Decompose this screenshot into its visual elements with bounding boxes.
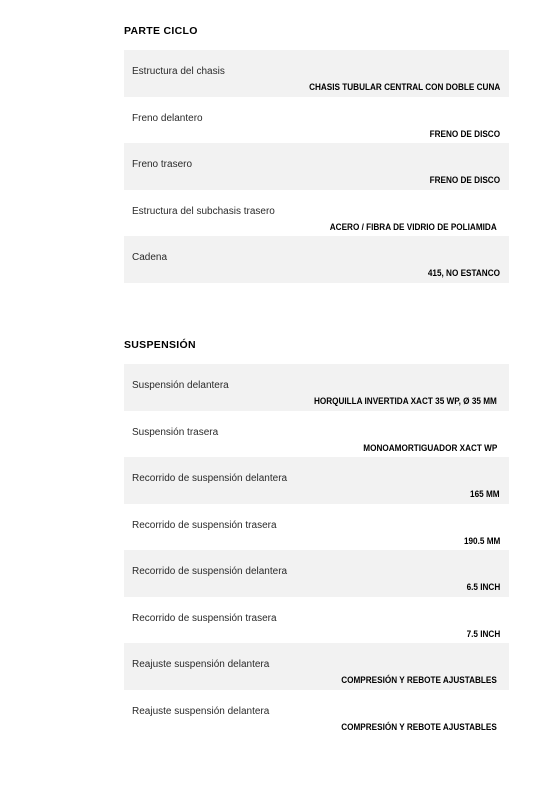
spec-label: Reajuste suspensión delantera [132, 659, 270, 670]
spec-label: Reajuste suspensión delantera [132, 705, 270, 717]
spec-label: Recorrido de suspensión delantera [132, 473, 288, 484]
spec-row [124, 143, 509, 190]
spec-label: Cadena [132, 252, 168, 263]
spec-label: Freno trasero [132, 159, 193, 170]
spec-label: Recorrido de suspensión delantera [132, 566, 288, 577]
spec-row [124, 504, 509, 551]
spec-row [124, 411, 509, 458]
spec-value: 190.5 MM [463, 535, 500, 546]
spec-table [124, 364, 509, 736]
spec-value: 165 MM [470, 489, 500, 499]
spec-row [124, 236, 509, 283]
spec-label: Suspensión delantera [132, 380, 229, 391]
spec-label: Estructura del chasis [132, 66, 225, 77]
spec-row [124, 643, 509, 690]
spec-value: 415, NO ESTANCO [427, 268, 500, 278]
spec-value: 6.5 INCH [466, 582, 500, 592]
spec-row [124, 457, 509, 504]
spec-value: FRENO DE DISCO [429, 175, 500, 185]
spec-label: Recorrido de suspensión trasera [132, 612, 277, 624]
spec-label: Suspensión trasera [132, 426, 219, 438]
spec-label: Freno delantero [132, 112, 203, 124]
spec-value: COMPRESIÓN Y REBOTE AJUSTABLES [341, 675, 497, 685]
section-title: PARTE CICLO [124, 25, 198, 37]
spec-value: HORQUILLA INVERTIDA XACT 35 WP, Ø 35 MM [314, 396, 497, 406]
spec-row [124, 364, 509, 411]
spec-label: Recorrido de suspensión trasera [132, 519, 277, 531]
spec-row [124, 97, 509, 144]
spec-row [124, 597, 509, 644]
spec-row [124, 550, 509, 597]
spec-value: MONOAMORTIGUADOR XACT WP [362, 442, 497, 453]
spec-value: COMPRESIÓN Y REBOTE AJUSTABLES [341, 721, 497, 732]
section-title: SUSPENSIÓN [124, 339, 196, 351]
spec-row [124, 190, 509, 237]
spec-row [124, 690, 509, 737]
spec-value: CHASIS TUBULAR CENTRAL CON DOBLE CUNA [308, 82, 500, 92]
spec-row [124, 50, 509, 97]
spec-label: Estructura del subchasis trasero [132, 205, 275, 217]
spec-table [124, 50, 509, 283]
spec-value: ACERO / FIBRA DE VIDRIO DE POLIAMIDA [330, 221, 497, 232]
spec-value: 7.5 INCH [466, 628, 500, 639]
spec-value: FRENO DE DISCO [429, 128, 500, 139]
